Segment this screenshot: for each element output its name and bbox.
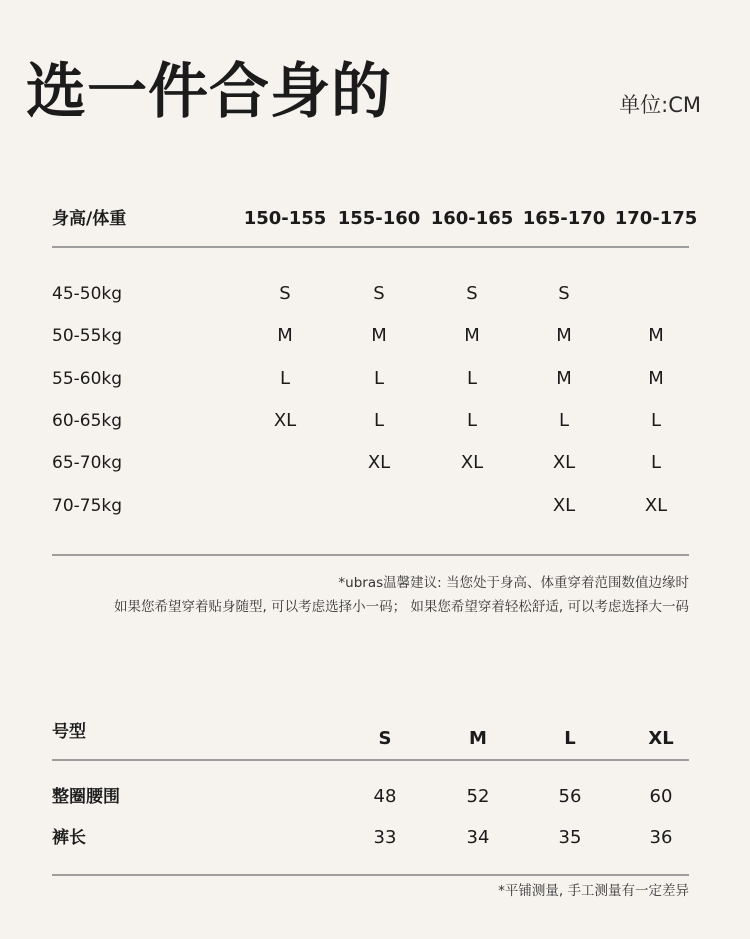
measure-label: 裤长	[52, 828, 86, 848]
weight-label: 60-65kg	[52, 411, 123, 431]
size-cell: S	[279, 283, 291, 304]
height-column-header: 165-170	[522, 208, 606, 229]
corner-label: 号型	[52, 722, 86, 742]
size-cell: XL	[552, 452, 576, 473]
measure-cell: 48	[373, 786, 397, 807]
table-row	[52, 279, 689, 309]
size-header-row	[52, 724, 689, 754]
measure-cell: 34	[466, 827, 490, 848]
size-cell: M	[556, 368, 572, 389]
size-cell: M	[648, 368, 664, 389]
measure-cell: 60	[649, 786, 673, 807]
corner-label: 身高/体重	[52, 209, 127, 229]
size-column-header: S	[378, 728, 392, 749]
divider	[52, 874, 689, 876]
divider	[52, 246, 689, 248]
table-row	[52, 321, 689, 351]
size-cell: L	[466, 410, 478, 431]
weight-label: 50-55kg	[52, 326, 123, 346]
footnote: *平铺测量, 手工测量有一定差异	[498, 883, 689, 899]
size-chart-header	[52, 204, 698, 234]
measure-label: 整圈腰围	[52, 787, 120, 807]
table-row	[52, 491, 689, 521]
size-column-header: M	[469, 728, 487, 749]
advice-line: 如果您希望穿着贴身随型, 可以考虑选择小一码； 如果您希望穿着轻松舒适, 可以考虑选择大一码	[114, 599, 689, 615]
size-cell: M	[556, 325, 572, 346]
size-cell: XL	[367, 452, 391, 473]
size-cell: XL	[273, 410, 297, 431]
unit-label: 单位:CM	[619, 93, 701, 117]
size-cell: M	[277, 325, 293, 346]
height-column-header: 150-155	[243, 208, 327, 229]
weight-label: 45-50kg	[52, 284, 123, 304]
advice-line: *ubras温馨建议: 当您处于身高、体重穿着范围数值边缘时	[338, 575, 689, 591]
table-row	[52, 448, 689, 478]
size-cell: L	[373, 368, 385, 389]
size-cell: S	[466, 283, 478, 304]
size-column-header: XL	[648, 728, 674, 749]
size-cell: XL	[460, 452, 484, 473]
height-column-header: 160-165	[430, 208, 514, 229]
measure-cell: 52	[466, 786, 490, 807]
table-row	[52, 782, 689, 812]
table-row	[52, 406, 689, 436]
size-cell: L	[650, 410, 662, 431]
measure-cell: 56	[558, 786, 582, 807]
weight-label: 55-60kg	[52, 369, 123, 389]
weight-label: 65-70kg	[52, 453, 123, 473]
size-cell: M	[371, 325, 387, 346]
size-cell: L	[650, 452, 662, 473]
size-cell: M	[648, 325, 664, 346]
size-cell: XL	[644, 495, 668, 516]
size-cell: XL	[552, 495, 576, 516]
size-cell: L	[373, 410, 385, 431]
size-cell: L	[558, 410, 570, 431]
weight-label: 70-75kg	[52, 496, 123, 516]
size-column-header: L	[564, 728, 576, 749]
height-column-header: 170-175	[614, 208, 698, 229]
divider	[52, 759, 689, 761]
size-cell: L	[279, 368, 291, 389]
divider	[52, 554, 689, 556]
measure-cell: 35	[558, 827, 582, 848]
measure-cell: 36	[649, 827, 673, 848]
size-cell: S	[373, 283, 385, 304]
height-column-header: 155-160	[337, 208, 421, 229]
measure-cell: 33	[373, 827, 397, 848]
table-row	[52, 364, 689, 394]
size-cell: L	[466, 368, 478, 389]
table-row	[52, 823, 689, 853]
size-cell: S	[558, 283, 570, 304]
size-cell: M	[464, 325, 480, 346]
page-title: 选一件合身的	[26, 57, 392, 127]
